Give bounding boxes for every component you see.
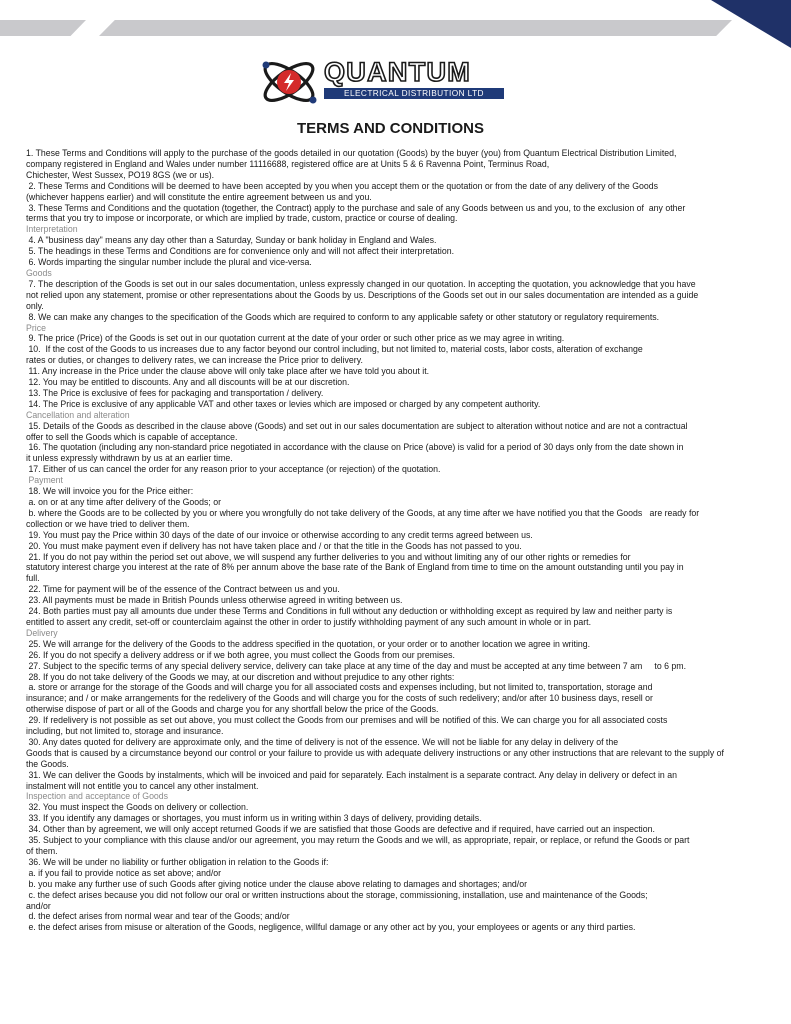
clause-line: 29. If redelivery is not possible as set out above, you must collect the Goods from our premises and will be notified of this. We can charge you for all associated costs xyxy=(26,715,668,726)
clause-line: rates or duties, or changes to delivery rates, we can increase the Price prior to delivery. xyxy=(26,355,363,366)
clause-line: b. you make any further use of such Goods after giving notice under the clause above relating to damages and shortages; and/or xyxy=(26,878,528,889)
clause-line: 34. Other than by agreement, we will only accept returned Goods if we are satisfied that those Goods are defective and if required, have carried out an inspection. xyxy=(26,824,655,835)
clause-line: e. the defect arises from misuse or alteration of the Goods, negligence, willful damage or any other act by you, your employees or agents or any third parties. xyxy=(26,922,636,933)
clause-line: 36. We will be under no liability or further obligation in relation to the Goods if: xyxy=(26,856,329,867)
clause-line: 19. You must pay the Price within 30 days of the date of our invoice or otherwise according to any credit terms agreed between us. xyxy=(26,529,533,540)
clause-line: 33. If you identify any damages or shortages, you must inform us in writing within 3 days of delivery, providing details. xyxy=(26,813,482,824)
clause-line: 6. Words imparting the singular number include the plural and vice-versa. xyxy=(26,257,312,268)
clause-line: c. the defect arises because you did not follow our oral or written instructions about the storage, commissioning, installation, use and maintenance of the Goods; xyxy=(26,889,648,900)
clause-line: 4. A "business day" means any day other than a Saturday, Sunday or bank holiday in England and Wales. xyxy=(26,235,437,246)
clause-line: 24. Both parties must pay all amounts due under these Terms and Conditions in full without any deduction or withholding except as required by law and neither party is xyxy=(26,606,673,617)
clause-line: 7. The description of the Goods is set out in our sales documentation, unless expressly changed in our quotation. In accepting the quotation, you acknowledge that you have xyxy=(26,278,696,289)
clause-line: 11. Any increase in the Price under the clause above will only take place after we have told you about it. xyxy=(26,366,430,377)
clause-line: terms that you try to impose or incorporate, or which are implied by trade, custom, practice or course of dealing. xyxy=(26,213,458,224)
clause-line: 18. We will invoice you for the Price either: xyxy=(26,486,194,497)
clause-line: a. if you fail to provide notice as set above; and/or xyxy=(26,867,222,878)
clause-line: only. xyxy=(26,300,44,311)
section-heading: Cancellation and alteration xyxy=(26,409,130,420)
clause-line: 32. You must inspect the Goods on delivery or collection. xyxy=(26,802,249,813)
clause-line: instalment will not entitle you to cancel any other instalment. xyxy=(26,780,259,791)
clause-line: 35. Subject to your compliance with this clause and/or our agreement, you may return the Goods and we will, as appropriate, repair, or replace, or refund the Goods or part xyxy=(26,835,690,846)
clause-line: it unless expressly withdrawn by us at an earlier time. xyxy=(26,453,233,464)
clause-line: not relied upon any statement, promise or other representations about the Goods by us. Descriptions of the Goods set out in our sales documentation are intended as a guide xyxy=(26,289,699,300)
clause-line: 14. The Price is exclusive of any applicable VAT and other taxes or levies which are imposed or charged by any competent authority. xyxy=(26,398,541,409)
corner-triangle xyxy=(711,0,791,48)
header-band-left xyxy=(0,20,86,36)
clause-line: 2. These Terms and Conditions will be deemed to have been accepted by you when you accept them or the quotation or from the date of any delivery of the Goods xyxy=(26,180,659,191)
clause-line: a. store or arrange for the storage of the Goods and will charge you for all associated costs and expenses including, but not limited to, transportation, storage and xyxy=(26,682,653,693)
clause-line: 20. You must make payment even if delivery has not have taken place and / or that the title in the Goods has not passed to you. xyxy=(26,540,522,551)
terms-body xyxy=(26,148,770,933)
clause-line: and/or xyxy=(26,900,51,911)
clause-line: including, but not limited to, storage and insurance. xyxy=(26,726,224,737)
section-heading: Inspection and acceptance of Goods xyxy=(26,791,169,802)
clause-line: collection or we have tried to deliver them. xyxy=(26,518,190,529)
clause-line: 13. The Price is exclusive of fees for packaging and transportation / delivery. xyxy=(26,387,324,398)
clause-line: Goods that is caused by a circumstance beyond our control or your failure to provide us with adequate delivery instructions or any other instructions that are relevant to the supply of xyxy=(26,747,724,758)
clause-line: 16. The quotation (including any non-standard price negotiated in accordance with the clause on Price (above) is valid for a period of 30 days only from the date shown in xyxy=(26,442,684,453)
clause-line: 5. The headings in these Terms and Conditions are for convenience only and will not affect their interpretation. xyxy=(26,246,455,257)
clause-line: 26. If you do not specify a delivery address or if we both agree, you must collect the Goods from our premises. xyxy=(26,649,455,660)
clause-line: 10. If the cost of the Goods to us increases due to any factor beyond our control including, but not limited to, material costs, labor costs, alteration of exchange xyxy=(26,344,643,355)
clause-line: statutory interest charge you interest at the rate of 8% per annum above the base rate of the Bank of England from time to time on the amount outstanding until you pay in xyxy=(26,562,684,573)
clause-line: 8. We can make any changes to the specification of the Goods which are required to conform to any applicable safety or other statutory or regulatory requirements. xyxy=(26,311,660,322)
section-heading: Interpretation xyxy=(26,224,78,235)
clause-line: a. on or at any time after delivery of the Goods; or xyxy=(26,497,222,507)
clause-line: 27. Subject to the specific terms of any special delivery service, delivery can take place at any time of the day and must be accepted at any time between 7 am to 6 pm. xyxy=(26,660,686,671)
header-band xyxy=(99,20,732,36)
company-logo xyxy=(258,50,508,114)
clause-line: 21. If you do not pay within the period set out above, we will suspend any further deliveries to you and without limiting any of our other rights or remedies for xyxy=(26,551,631,562)
clause-line: the Goods. xyxy=(26,758,69,769)
clause-line: (whichever happens earlier) and will constitute the entire agreement between us and you. xyxy=(26,191,372,202)
clause-line: full. xyxy=(26,573,40,584)
page-title: TERMS AND CONDITIONS xyxy=(297,120,484,137)
section-heading: Payment xyxy=(26,475,63,486)
clause-line: Chichester, West Sussex, PO19 8GS (we or us). xyxy=(26,169,215,180)
clause-line: b. where the Goods are to be collected by you or where you wrongfully do not take delivery of the Goods, at any time after we have notified you that the Goods are ready for xyxy=(26,507,700,518)
clause-line: 28. If you do not take delivery of the Goods we may, at our discretion and without prejudice to any other rights: xyxy=(26,671,455,682)
section-heading: Goods xyxy=(26,267,52,278)
clause-line: 1. These Terms and Conditions will apply to the purchase of the goods detailed in our quotation (Goods) by the buyer (you) from Quantum Electrical Distribution Limited, xyxy=(26,148,677,158)
clause-line: offer to sell the Goods which is capable of acceptance. xyxy=(26,431,238,442)
clause-line: d. the defect arises from normal wear and tear of the Goods; and/or xyxy=(26,911,290,922)
clause-line: 22. Time for payment will be of the essence of the Contract between us and you. xyxy=(26,584,340,595)
clause-line: 30. Any dates quoted for delivery are approximate only, and the time of delivery is not of the essence. We will not be liable for any delay in delivery of the xyxy=(26,736,619,747)
clause-line: 17. Either of us can cancel the order for any reason prior to your acceptance (or rejection) of the quotation. xyxy=(26,464,441,475)
clause-line: of them. xyxy=(26,846,58,856)
clause-line: otherwise dispose of part or all of the Goods and charge you for any shortfall below the price of the Goods. xyxy=(26,704,439,715)
clause-line: 31. We can deliver the Goods by instalments, which will be invoiced and paid for separately. Each instalment is a separate contract. Any delay in delivery or defect in an xyxy=(26,769,677,780)
clause-line: 25. We will arrange for the delivery of the Goods to the address specified in the quotation, or your order or to another location we agree in writing. xyxy=(26,638,591,649)
section-heading: Price xyxy=(26,322,46,333)
clause-line: 3. These Terms and Conditions and the quotation (together, the Contract) apply to the purchase and sale of any Goods between us and you, to the exclusion of any other xyxy=(26,202,686,213)
clause-line: 23. All payments must be made in British Pounds unless otherwise agreed in writing between us. xyxy=(26,595,403,606)
clause-line: company registered in England and Wales under number 11116688, registered office are at Units 5 & 6 Ravenna Point, Terminus Road, xyxy=(26,158,550,169)
logo-subtitle: ELECTRICAL DISTRIBUTION LTD xyxy=(324,88,504,99)
clause-line: entitled to assert any credit, set-off or counterclaim against the other in order to justify withholding payment of any such amount in whole or in part. xyxy=(26,616,591,627)
atom-logo-icon xyxy=(258,50,320,114)
clause-line: 15. Details of the Goods as described in the clause above (Goods) and set out in our sales documentation are subject to alteration without notice and are not a contractual xyxy=(26,420,688,431)
section-heading: Delivery xyxy=(26,627,58,638)
logo-wordmark: QUANTUM xyxy=(324,57,472,87)
clause-line: 9. The price (Price) of the Goods is set out in our quotation current at the date of your order or such other price as we may agree in writing. xyxy=(26,333,565,344)
clause-line: insurance; and / or make arrangements for the redelivery of the Goods and will charge you for the costs of such redelivery; and/or after 10 business days, resell or xyxy=(26,693,653,704)
clause-line: 12. You may be entitled to discounts. Any and all discounts will be at our discretion. xyxy=(26,377,350,388)
